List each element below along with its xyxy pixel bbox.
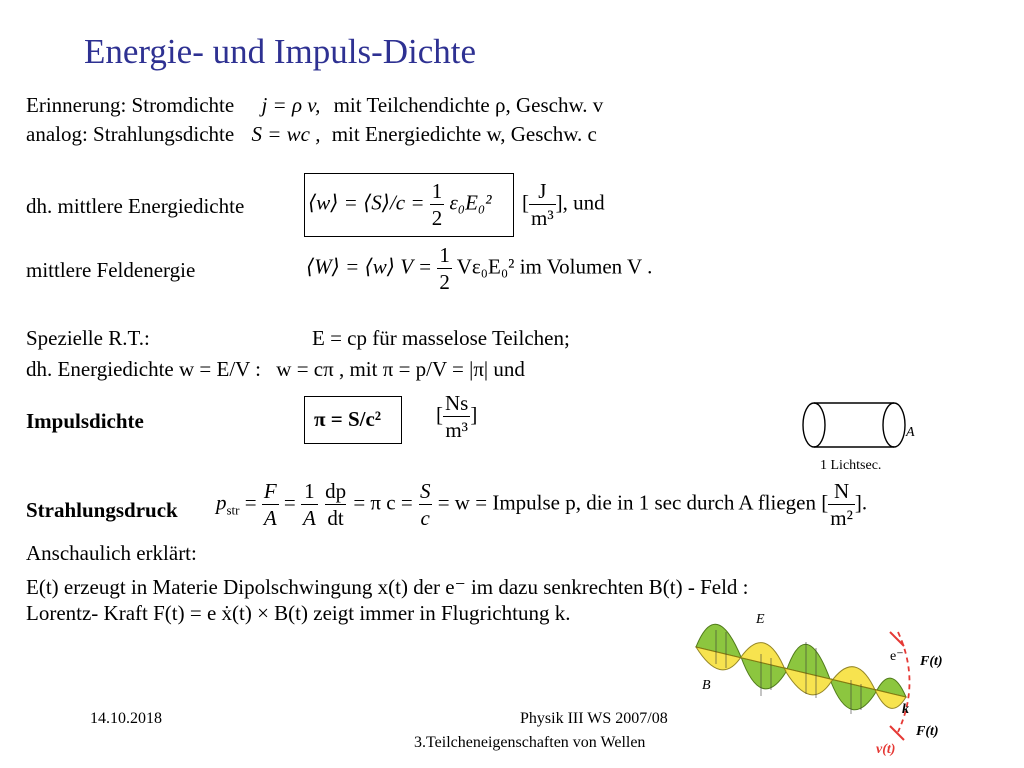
footer-date: 14.10.2018 <box>90 710 162 727</box>
unit-fraction <box>443 390 470 443</box>
unit-fraction <box>828 478 855 531</box>
frac-f-a <box>262 478 279 531</box>
impulsdichte-label: Impulsdichte <box>26 409 144 433</box>
force-bottom-label: F(t) <box>916 724 939 739</box>
frac-num: S <box>419 479 431 503</box>
electron-label: e⁻ <box>890 649 904 664</box>
footer-chapter: 3.Teilcheneigenschaften von Wellen <box>414 734 646 751</box>
stromdichte-equation: j = ρ v, <box>261 93 321 117</box>
strahlungsdruck-label: Strahlungsdruck <box>26 498 178 522</box>
cylinder-area-label: A <box>906 425 915 440</box>
footer-course: Physik III WS 2007/08 <box>520 710 668 727</box>
frac-den: c <box>420 506 430 530</box>
line-strahlungsdichte <box>26 121 597 147</box>
feldenergie-label: mittlere Feldenergie <box>26 258 196 282</box>
impulsdichte-unit: [ $\frac{Ns}{\text{m³}}$ ] <box>436 391 478 442</box>
lorentz-line: Lorentz- Kraft F(t) = e ẋ(t) × B(t) zeigt immer in Flugrichtung k. <box>26 601 571 625</box>
energiedichte-w-equation: w = cπ , mit π = p/V = |π| und <box>276 357 525 381</box>
energiedichte-fraction <box>430 178 445 231</box>
frac-1-a <box>301 478 318 531</box>
unit-tail: ], und <box>555 190 605 215</box>
energiedichte-label-line <box>26 193 244 219</box>
frac-dp-dt <box>323 478 348 531</box>
energiedichte-w-label: dh. Energiedichte w = E/V : <box>26 357 262 381</box>
strahlungsdruck-formula: $p_{str}$ = $\frac{F}{A}$ = $\frac{1}{A}$ $\frac{dp}{dt}$ = π c = $\frac{S}{c}$ = w = Impulse p, die in 1 sec durch A fliegen [ $\frac{N}{\text{m²}}$ ]. <box>216 479 868 530</box>
unit-num: J <box>538 179 547 203</box>
frac-num: F <box>263 479 277 503</box>
unit-fraction <box>529 178 556 231</box>
anschaulich-line: Anschaulich erklärt: <box>26 541 197 565</box>
strahlungsdichte-label: analog: Strahlungsdichte <box>26 122 235 146</box>
unit-den: m³ <box>531 206 554 230</box>
line-stromdichte <box>26 92 603 118</box>
frac-den: A <box>303 506 316 530</box>
energiedichte-formula <box>308 178 492 231</box>
frac-den: dt <box>327 506 344 530</box>
frac-num: dp <box>325 479 347 503</box>
unit-num: Ns <box>445 391 469 415</box>
feldenergie-formula <box>306 242 652 295</box>
strahlungsdruck-mid: = π c = <box>353 490 413 515</box>
force-top-label: F(t) <box>920 654 943 669</box>
energiedichte-label: dh. mittlere Energiedichte <box>26 194 245 218</box>
strahlungsdichte-equation: S = wc , <box>251 122 321 146</box>
energiedichte-eq-left: ⟨w⟩ = ⟨S⟩/c = <box>308 190 425 215</box>
strahlungsdruck-tail: = w = Impulse p, die in 1 sec durch A fliegen <box>437 490 816 515</box>
pressure-symbol: p <box>216 490 227 515</box>
dipol-line: E(t) erzeugt in Materie Dipolschwingung x(t) der e⁻ im dazu senkrechten B(t) - Feld : <box>26 575 749 599</box>
line-spezielle-rt <box>26 325 150 351</box>
unit-den: m³ <box>445 418 468 442</box>
wave-k-label: k <box>902 702 909 717</box>
stromdichte-label: Erinnerung: Stromdichte <box>26 93 235 117</box>
feldenergie-eq-right: Vε₀E₀² im Volumen V . <box>456 254 653 279</box>
frac-den: 2 <box>431 206 443 230</box>
frac-num: 1 <box>439 243 450 267</box>
spezielle-rt-label: Spezielle R.T.: <box>26 326 150 350</box>
page-title: Energie- und Impuls-Dichte <box>84 32 477 71</box>
cylinder-length-label: 1 Lichtsec. <box>820 458 882 473</box>
energiedichte-unit: [ $\frac{J}{\text{m³}}$ ], und <box>522 179 605 230</box>
spezielle-rt-equation: E = cp für masselose Teilchen; <box>312 326 570 350</box>
frac-den: 2 <box>439 270 450 294</box>
pressure-subscript: str <box>226 502 240 518</box>
line-spezielle-rt-eq <box>312 325 570 351</box>
feldenergie-label-line <box>26 257 195 283</box>
unit-den: m² <box>830 506 853 530</box>
stromdichte-rest: mit Teilchendichte ρ, Geschw. v <box>333 93 604 117</box>
velocity-label: v(t) <box>876 742 896 757</box>
wave-b-label: B <box>702 678 711 693</box>
frac-den: A <box>263 506 277 530</box>
strahlungsdruck-end: ]. <box>854 490 868 515</box>
line-energiedichte-w <box>26 356 525 382</box>
strahlungsdichte-rest: mit Energiedichte w, Geschw. c <box>331 122 597 146</box>
wave-e-label: E <box>756 612 765 627</box>
unit-num: N <box>833 479 850 503</box>
frac-num: 1 <box>304 479 315 503</box>
em-wave-illustration <box>676 602 946 754</box>
feldenergie-fraction <box>437 242 452 295</box>
frac-num: 1 <box>431 179 443 203</box>
impulsdichte-formula: π = S/c² <box>314 407 382 431</box>
feldenergie-eq-left: ⟨W⟩ = ⟨w⟩ V = <box>306 254 433 279</box>
energiedichte-eq-right: ε₀E₀² <box>449 190 492 215</box>
frac-s-c <box>418 478 433 531</box>
